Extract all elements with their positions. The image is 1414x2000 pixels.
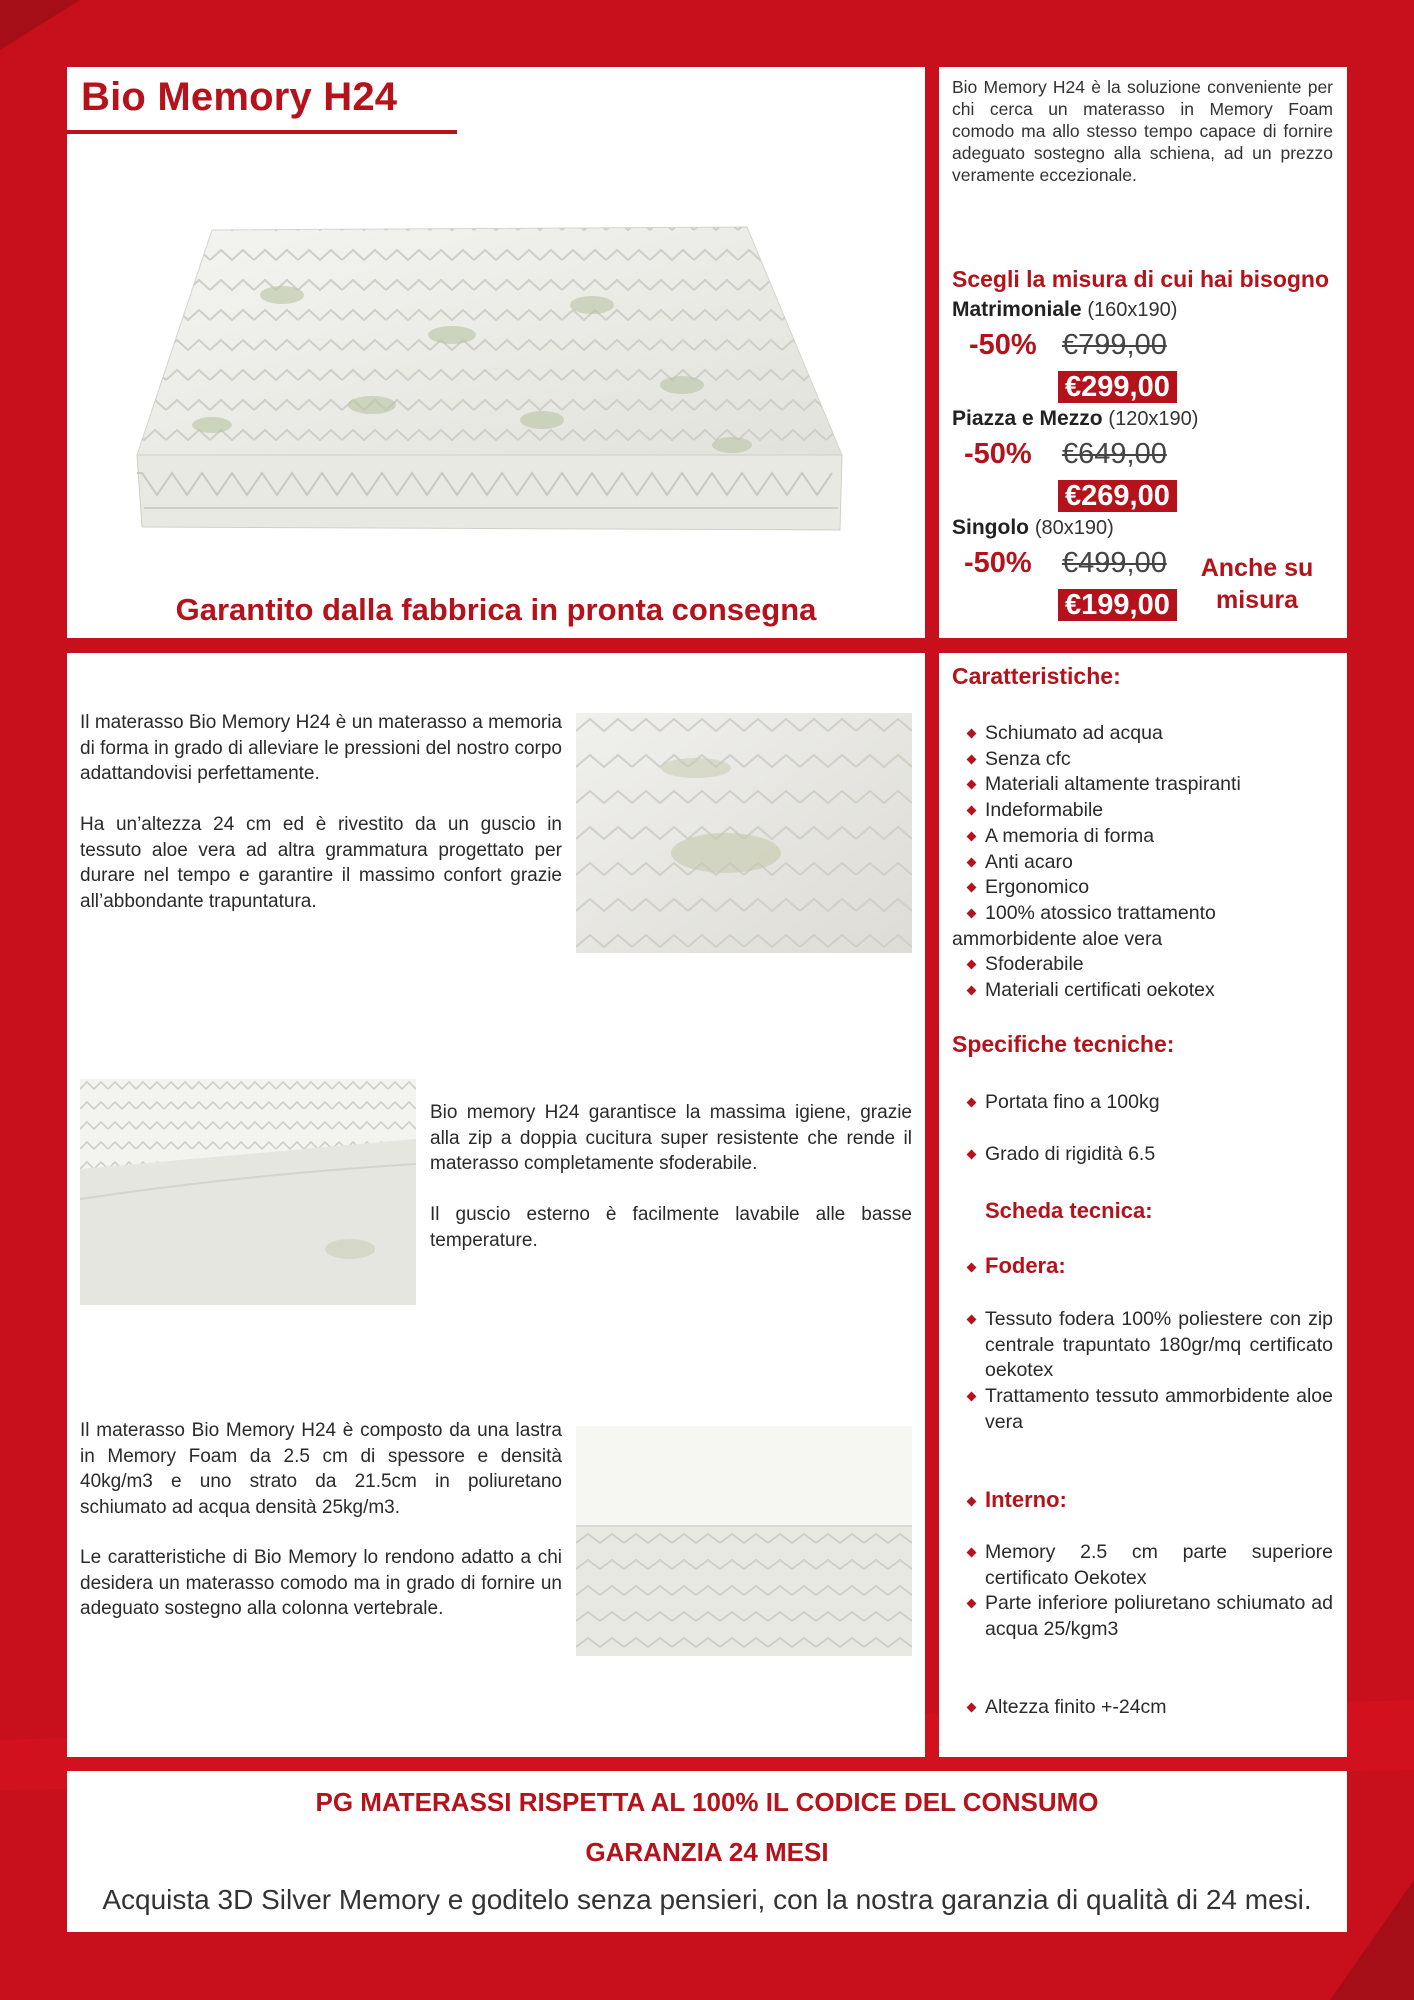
- size-name: [952, 516, 1114, 540]
- bullet-icon: [967, 960, 977, 970]
- description-paragraph: Il guscio esterno è facilmente lavabile alle basse temperature.: [430, 1204, 912, 1251]
- bullet-icon: [967, 1497, 977, 1507]
- specs-list: [952, 1090, 1333, 1116]
- feature-text: Senza cfc: [985, 747, 1071, 770]
- footer-consumer-code: PG MATERASSI RISPETTA AL 100% IL CODICE DEL CONSUMO: [315, 1787, 1099, 1817]
- feature-item: [952, 952, 1333, 978]
- bullet-icon: [967, 1548, 977, 1558]
- interno-text: Parte inferiore poliuretano schiumato ad acqua 25/kgm3: [985, 1592, 1333, 1641]
- feature-text: Anti acaro: [985, 850, 1073, 873]
- feature-text: 100% atossico trattamento ammorbidente aloe vera: [952, 901, 1216, 950]
- discount-badge: -50%: [964, 547, 1032, 579]
- feature-item: [952, 824, 1333, 850]
- features-panel: [939, 653, 1347, 1757]
- fodera-text: Tessuto fodera 100% poliestere con zip centrale trapuntato 180gr/mq certificato oekotex: [985, 1308, 1333, 1382]
- feature-item: [952, 978, 1333, 1004]
- feature-text: Schiumato ad acqua: [985, 722, 1163, 744]
- hero-panel: [67, 67, 925, 638]
- height-item: [952, 1695, 1333, 1721]
- title-underline: [67, 130, 457, 134]
- custom-size-line2: misura: [1216, 586, 1298, 614]
- bullet-icon: [967, 806, 977, 816]
- product-intro: Bio Memory H24 è la soluzione conveniente per chi cerca un materasso in Memory Foam comodo ma allo stesso tempo capace di fornire adeguato sostegno alla schiena, ad un prezzo veramente eccezionale.: [952, 77, 1333, 185]
- fodera-item: [952, 1384, 1333, 1435]
- interno-text: Memory 2.5 cm parte superiore certificato Oekotex: [985, 1541, 1333, 1589]
- interno-heading: [952, 1487, 1333, 1515]
- old-price: €649,00: [1062, 438, 1167, 470]
- prices-panel: [939, 67, 1347, 638]
- interno-list: [952, 1540, 1333, 1643]
- sheet-heading: Scheda tecnica:: [985, 1198, 1153, 1223]
- feature-text: Materiali certificati oekotex: [985, 979, 1215, 1002]
- size-name-label: Piazza e Mezzo: [952, 407, 1103, 430]
- mattress-main-image: [122, 155, 912, 555]
- spec-item: [952, 1090, 1333, 1116]
- interno-item: [952, 1540, 1333, 1591]
- feature-text: Sfoderabile: [985, 953, 1084, 976]
- fodera-heading-text: Fodera:: [985, 1253, 1066, 1278]
- feature-item: [952, 772, 1333, 798]
- sizes-heading: Scegli la misura di cui hai bisogno: [952, 266, 1330, 292]
- custom-size-note: [1187, 552, 1327, 616]
- spec-text: Portata fino a 100kg: [985, 1091, 1160, 1113]
- specs-heading: Specifiche tecniche:: [952, 1031, 1175, 1057]
- bullet-icon: [967, 754, 977, 764]
- height-list: [952, 1695, 1333, 1721]
- description-paragraph: Ha un’altezza 24 cm ed è rivestito da un guscio in tessuto aloe vera ad altra grammatura progettato per durare nel tempo e garantire il massimo confort grazie all’abbondante trapuntatura.: [80, 814, 562, 912]
- size-name: [952, 407, 1198, 431]
- bullet-icon: [967, 780, 977, 790]
- size-name-label: Matrimoniale: [952, 298, 1082, 321]
- bullet-icon: [967, 1263, 977, 1273]
- feature-text: Materiali altamente traspiranti: [985, 773, 1241, 796]
- bullet-icon: [967, 831, 977, 841]
- feature-text: Indeformabile: [985, 799, 1104, 822]
- bullet-icon: [967, 1703, 977, 1713]
- feature-item: [952, 901, 1333, 952]
- feature-item: [952, 747, 1333, 773]
- bullet-icon: [967, 857, 977, 867]
- size-dims: (80x190): [1034, 517, 1114, 539]
- old-price: €799,00: [1062, 329, 1167, 361]
- discount-badge: -50%: [964, 438, 1032, 470]
- size-dims: (120x190): [1108, 408, 1199, 430]
- feature-item: [952, 798, 1333, 824]
- bullet-icon: [967, 908, 977, 918]
- bullet-icon: [967, 1150, 977, 1160]
- fodera-heading: [952, 1253, 1333, 1281]
- description-panel: [67, 653, 925, 1757]
- spec-text: Grado di rigidità 6.5: [985, 1143, 1156, 1165]
- new-price: €269,00: [1058, 480, 1177, 512]
- product-title: Bio Memory H24: [81, 75, 398, 119]
- size-name: [952, 298, 1177, 322]
- new-price: €199,00: [1058, 589, 1177, 621]
- feature-item: [952, 850, 1333, 876]
- description-paragraph: Il materasso Bio Memory H24 è composto da una lastra in Memory Foam da 2.5 cm di spessore e densità 40kg/m3 e uno strato da 21.5cm in poliuretano schiumato ad acqua densità 25kg/m3.: [80, 1420, 562, 1518]
- bullet-icon: [967, 729, 977, 739]
- bullet-icon: [967, 1599, 977, 1609]
- size-name-label: Singolo: [952, 516, 1029, 539]
- new-price: €299,00: [1058, 371, 1177, 403]
- mattress-side-image: [80, 1079, 416, 1305]
- description-paragraph: Il materasso Bio Memory H24 è un materasso a memoria di forma in grado di alleviare le pressioni del nostro corpo adattandovisi perfettamente.: [80, 712, 562, 784]
- size-dims: (160x190): [1087, 299, 1178, 321]
- fodera-heading-row: [952, 1253, 1333, 1281]
- features-heading: Caratteristiche:: [952, 663, 1121, 689]
- bullet-icon: [967, 883, 977, 893]
- custom-size-line1: Anche su: [1200, 554, 1314, 582]
- footer-warranty: GARANZIA 24 MESI: [585, 1837, 829, 1867]
- interno-heading-row: [952, 1487, 1333, 1515]
- description-paragraph: Bio memory H24 garantisce la massima igiene, grazie alla zip a doppia cucitura super resistente che rende il materasso completamente sfoderabile.: [430, 1102, 912, 1174]
- features-list: [952, 721, 1333, 1004]
- footer-panel: [67, 1771, 1347, 1932]
- fabric-closeup-image: [576, 713, 912, 953]
- interno-heading-text: Interno:: [985, 1487, 1067, 1512]
- bullet-icon: [967, 986, 977, 996]
- old-price: €499,00: [1062, 547, 1167, 579]
- feature-text: Ergonomico: [985, 876, 1090, 899]
- interno-item: [952, 1591, 1333, 1642]
- fodera-list: [952, 1307, 1333, 1436]
- description-paragraph: Le caratteristiche di Bio Memory lo rendono adatto a chi desidera un materasso comodo ma in grado di fornire un adeguato sostegno alla colonna vertebrale.: [80, 1547, 562, 1619]
- feature-item: [952, 721, 1333, 747]
- feature-text: A memoria di forma: [985, 824, 1155, 847]
- footer-guarantee-text: Acquista 3D Silver Memory e goditelo senza pensieri, con la nostra garanzia di qualità di 24 mesi.: [102, 1884, 1312, 1915]
- specs-list: [952, 1142, 1333, 1168]
- discount-badge: -50%: [969, 329, 1037, 361]
- fodera-text: Trattamento tessuto ammorbidente aloe vera: [985, 1385, 1333, 1433]
- height-text: Altezza finito +-24cm: [985, 1696, 1167, 1718]
- bullet-icon: [967, 1392, 977, 1402]
- bullet-icon: [967, 1098, 977, 1108]
- fodera-item: [952, 1307, 1333, 1384]
- spec-item: [952, 1142, 1333, 1168]
- foam-layers-image: [576, 1426, 912, 1656]
- feature-item: [952, 875, 1333, 901]
- hero-tagline: Garantito dalla fabbrica in pronta consegna: [175, 592, 817, 627]
- bullet-icon: [967, 1315, 977, 1325]
